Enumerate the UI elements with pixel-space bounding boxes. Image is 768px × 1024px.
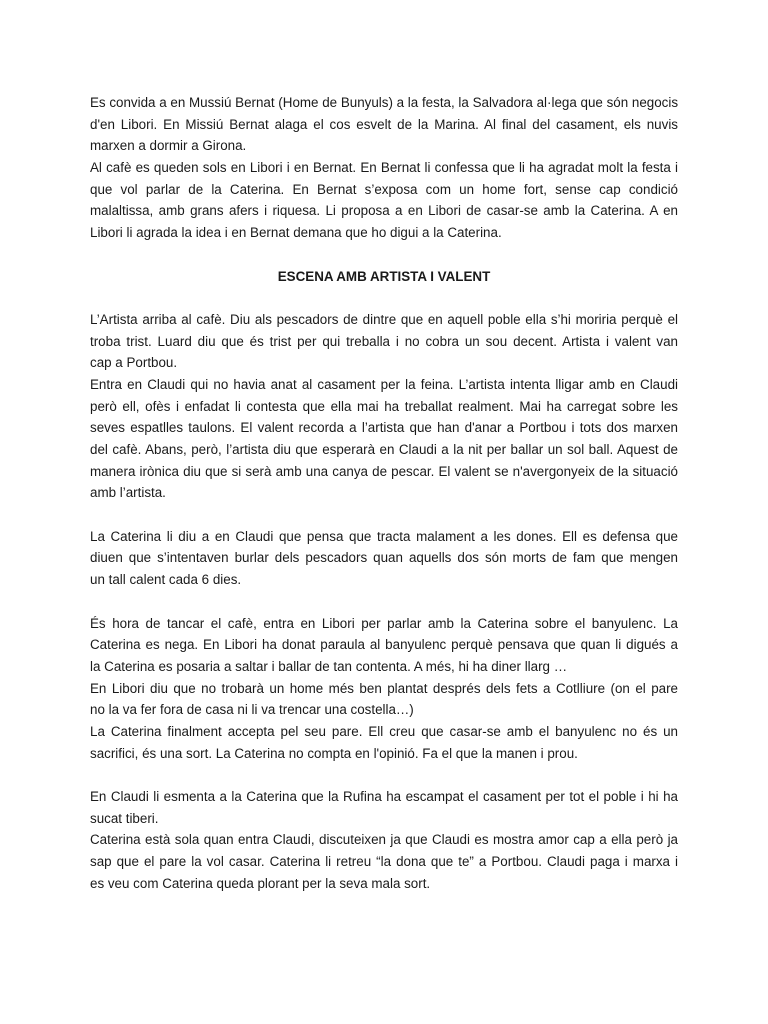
spacer [90, 287, 678, 309]
paragraph [90, 721, 678, 764]
text-line: Caterina està sola quan entra Claudi, discuteixen ja que Claudi es mostra amor cap a ella però ja [90, 832, 678, 848]
text-line: sucat tiberi. [90, 810, 159, 826]
spacer [90, 591, 678, 613]
text-line: amb l’artista. [90, 485, 166, 501]
text-line: marxen a dormir a Girona. [90, 138, 247, 154]
text-line: La Caterina finalment accepta pel seu pare. Ell creu que casar-se amb el banyulenc no és un [90, 723, 678, 739]
text-line: sacrifici, és una sort. La Caterina no compta en l'opinió. Fa el que la manen i prou. [90, 745, 578, 761]
text-line: que vol parlar de la Caterina. En Bernat s’exposa com un home fort, sense cap condició [90, 181, 678, 197]
text-line: troba trist. Luard diu que és trist per qui treballa i no cobra un sou decent. Artista i valent van [90, 333, 678, 349]
text-line: L’Artista arriba al cafè. Diu als pescadors de dintre que en aquell poble ella s’hi moriria perquè el [90, 311, 678, 327]
text-line: És hora de tancar el cafè, entra en Libori per parlar amb la Caterina sobre el banyulenc. La [90, 615, 678, 631]
text-line: seves espatlles taulons. El valent recorda a l’artista que han d'anar a Portbou i tots dos marxen [90, 420, 678, 436]
text-line: un tall calent cada 6 dies. [90, 572, 242, 588]
text-line: En Libori diu que no trobarà un home més ben plantat després dels fets a Cotlliure (on el pare [90, 680, 678, 696]
section-heading: ESCENA AMB ARTISTA I VALENT [277, 268, 491, 284]
text-line: d'en Libori. En Missiú Bernat alaga el cos esvelt de la Marina. Al final del casament, els nuvis [90, 116, 678, 132]
spacer [90, 764, 678, 786]
text-line: sap que el pare la vol casar. Caterina li retreu “la dona que te” a Portbou. Claudi paga i marxa i [90, 854, 678, 870]
text-line: es veu com Caterina queda plorant per la seva mala sort. [90, 875, 431, 891]
paragraph [90, 678, 678, 721]
text-line: Es convida a en Mussiú Bernat (Home de Bunyuls) a la festa, la Salvadora al·lega que són negocis [90, 95, 679, 110]
text-line: En Claudi li esmenta a la Caterina que la Rufina ha escampat el casament per tot el poble i hi ha [90, 789, 678, 804]
paragraph [90, 92, 678, 157]
spacer [90, 244, 678, 266]
text-line: Caterina es nega. En Libori ha donat paraula al banyulenc perquè pensava que quan li digués a [90, 637, 678, 653]
paragraph [90, 526, 678, 591]
text-line: malaltissa, amb grans afers i riquesa. Li proposa a en Libori de casar-se amb la Caterina. A en [90, 203, 678, 219]
paragraph [90, 309, 678, 374]
text-line: diuen que s’intentaven burlar dels pescadors quan aquells dos són morts de fam que mengen [90, 550, 678, 566]
paragraph [90, 157, 678, 244]
text-line: Al cafè es queden sols en Libori i en Bernat. En Bernat li confessa que li ha agradat molt la festa i [90, 160, 678, 176]
text-line: Entra en Claudi qui no havia anat al casament per la feina. L’artista intenta lligar amb en Claudi [90, 376, 678, 392]
text-line: del cafè. Abans, però, l’artista diu que esperarà en Claudi a la nit per ballar un sol ball. Aquest de [90, 442, 678, 457]
text-line: cap a Portbou. [90, 355, 178, 371]
paragraph [90, 829, 678, 894]
text-line: La Caterina li diu a en Claudi que pensa que tracta malament a les dones. Ell es defensa que [90, 528, 678, 544]
text-line: però ell, ofès i enfadat li contesta que ella mai ha treballat realment. Mai ha carregat sobre les [90, 398, 678, 414]
paragraph [90, 374, 678, 504]
paragraph [90, 786, 678, 829]
text-line: no la va fer fora de casa ni li va trencar una costella…) [90, 702, 414, 718]
text-line: la Caterina es posaria a saltar i ballar de tan contenta. A més, hi ha diner llarg … [90, 658, 568, 674]
document-body [90, 92, 678, 894]
text-line: Libori li agrada la idea i en Bernat demana que ho digui a la Caterina. [90, 225, 502, 241]
text-line: manera irònica diu que si serà amb una canya de pescar. El valent se n'avergonyeix de la situació [90, 463, 678, 479]
paragraph [90, 613, 678, 678]
spacer [90, 504, 678, 526]
